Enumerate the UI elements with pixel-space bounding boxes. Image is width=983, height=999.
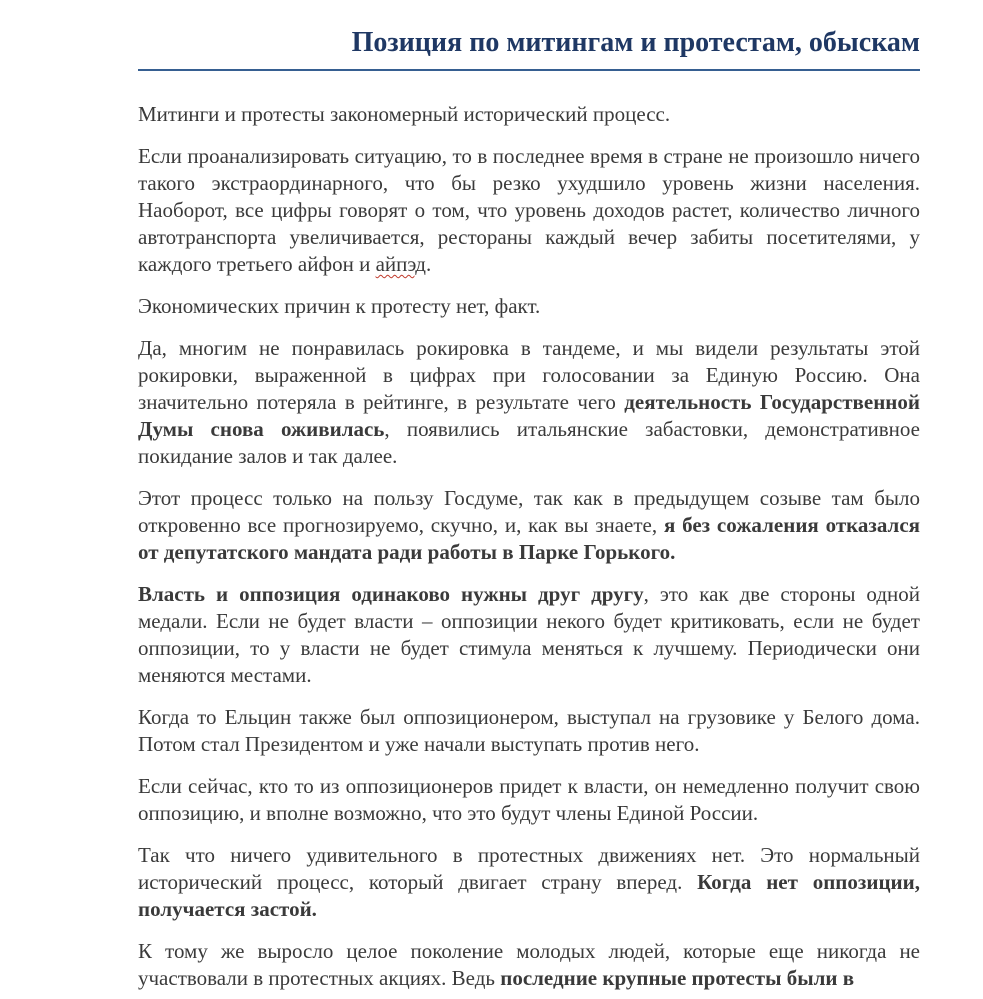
paragraph (138, 101, 920, 128)
text-run: . (425, 252, 432, 276)
text-run: Экономических причин к протесту нет, факт. (138, 294, 541, 318)
misspelled-word: айпэд (375, 252, 426, 276)
paragraph (138, 293, 920, 320)
text-run: К тому же выросло целое поколение молодых людей, которые еще никогда не участвовали в протестных акциях. Ведь (138, 939, 920, 990)
text-run: Если сейчас, кто то из оппозиционеров придет к власти, он немедленно получит свою оппозицию, и вполне возможно, что это будут члены Единой России. (138, 774, 920, 825)
text-run: Да, многим не понравилась рокировка в тандеме, и мы видели результаты этой рокировки, выраженной в цифрах при голосовании за Единую Россию. Она значительно потеряла в рейтинге, в результате чего (138, 336, 920, 414)
paragraph (138, 704, 920, 758)
paragraph (138, 485, 920, 566)
text-run: Если проанализировать ситуацию, то в последнее время в стране не произошло ничего такого экстраординарного, что бы резко ухудшило уровень жизни населения. Наоборот, все цифры говорят о том, что уровень доходов растет, количество личного автотранспорта увеличивается, рестораны каждый вечер забиты посетителями, у каждого третьего айфон и (138, 144, 920, 276)
text-run: Митинги и протесты закономерный исторический процесс. (138, 102, 671, 126)
paragraph (138, 581, 920, 689)
paragraph (138, 773, 920, 827)
text-run: Так что ничего удивительного в протестных движениях нет. Это нормальный исторический процесс, который двигает страну вперед. (138, 843, 920, 894)
text-run: , появились итальянские забастовки, демонстративное покидание залов и так далее. (138, 417, 920, 468)
paragraph (138, 143, 920, 278)
document-body (138, 101, 920, 992)
paragraph (138, 938, 920, 992)
bold-text-run: я без сожаления отказался от депутатского мандата ради работы в Парке Горького. (138, 513, 920, 564)
bold-text-run: Когда нет оппозиции, получается застой. (138, 870, 920, 921)
paragraph (138, 335, 920, 470)
bold-text-run: Власть и оппозиция одинаково нужны друг другу (138, 582, 644, 606)
text-run: Этот процесс только на пользу Госдуме, так как в предыдущем созыве там было откровенно все прогнозируемо, скучно, и, как вы знаете, (138, 486, 920, 537)
text-run: Когда то Ельцин также был оппозиционером, выступал на грузовике у Белого дома. Потом стал Президентом и уже начали выступать против него. (138, 705, 920, 756)
paragraph (138, 842, 920, 923)
bold-text-run: последние крупные протесты были в (500, 966, 855, 990)
page-title: Позиция по митингам и протестам, обыскам (138, 26, 920, 71)
bold-text-run: деятельность Государственной Думы снова оживилась (138, 390, 920, 441)
text-run: , это как две стороны одной медали. Если не будет власти – оппозиции некого будет критиковать, если не будет оппозиции, то у власти не будет стимула меняться к лучшему. Периодически они меняются местами. (138, 582, 920, 687)
